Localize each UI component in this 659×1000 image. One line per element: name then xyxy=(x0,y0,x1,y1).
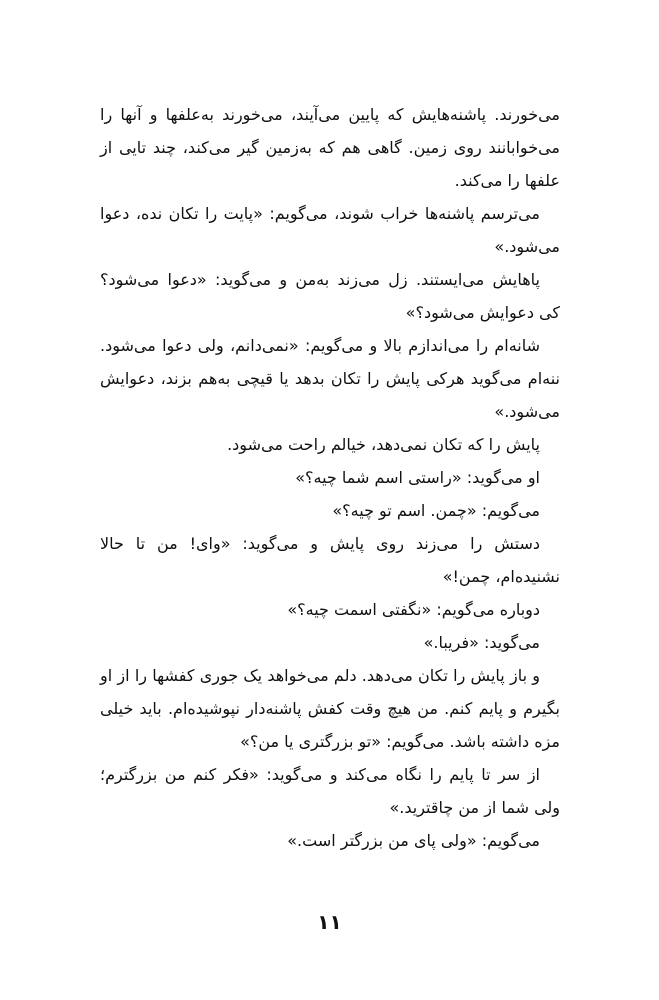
paragraph-11: و باز پایش را تکان می‌دهد. دلم می‌خواهد یک جوری کفشها را از او بگیرم و پایم کنم. من هیچ وقت کفش پاشنه‌دار نپوشیده‌ام. باید خیلی مزه داشته باشد. می‌گویم: «تو بزرگتری یا من؟» xyxy=(100,666,560,751)
paragraph-1: می‌خورند. پاشنه‌هایش که پایین می‌آیند، می‌خورند به‌علفها و آنها را می‌خوابانند روی زمین. گاهی هم که به‌زمین گیر می‌کند، چند تایی از علفها را می‌کند. xyxy=(100,105,560,190)
body-text xyxy=(100,98,560,857)
paragraph-4: شانه‌ام را می‌اندازم بالا و می‌گویم: «نمی‌دانم، ولی دعوا می‌شود. ننه‌ام می‌گوید هرکی پایش را تکان بدهد یا قیچی به‌هم بزند، دعوایش می‌شود.» xyxy=(100,336,560,421)
paragraph-5: پایش را که تکان نمی‌دهد، خیالم راحت می‌شود. xyxy=(227,435,540,454)
paragraph-6: او می‌گوید: «راستی اسم شما چیه؟» xyxy=(295,468,540,487)
paragraph-3: پاهایش می‌ایستند. زل می‌زند به‌من و می‌گوید: «دعوا می‌شود؟ کی دعوایش می‌شود؟» xyxy=(100,270,560,322)
paragraph-12: از سر تا پایم را نگاه می‌کند و می‌گوید: «فکر کنم من بزرگترم؛ ولی شما از من چاقترید.» xyxy=(100,765,560,817)
paragraph-13: می‌گویم: «ولی پای من بزرگتر است.» xyxy=(287,831,540,850)
paragraph-9: دوباره می‌گویم: «نگفتی اسمت چیه؟» xyxy=(287,600,540,619)
paragraph-10: می‌گوید: «فریبا.» xyxy=(423,633,540,652)
paragraph-8: دستش را می‌زند روی پایش و می‌گوید: «وای! من تا حالا نشنیده‌ام، چمن!» xyxy=(100,534,560,586)
paragraph-7: می‌گویم: «چمن. اسم تو چیه؟» xyxy=(332,501,540,520)
paragraph-2: می‌ترسم پاشنه‌ها خراب شوند، می‌گویم: «پایت را تکان نده، دعوا می‌شود.» xyxy=(100,204,560,256)
page-number: ۱۱ xyxy=(317,910,342,934)
